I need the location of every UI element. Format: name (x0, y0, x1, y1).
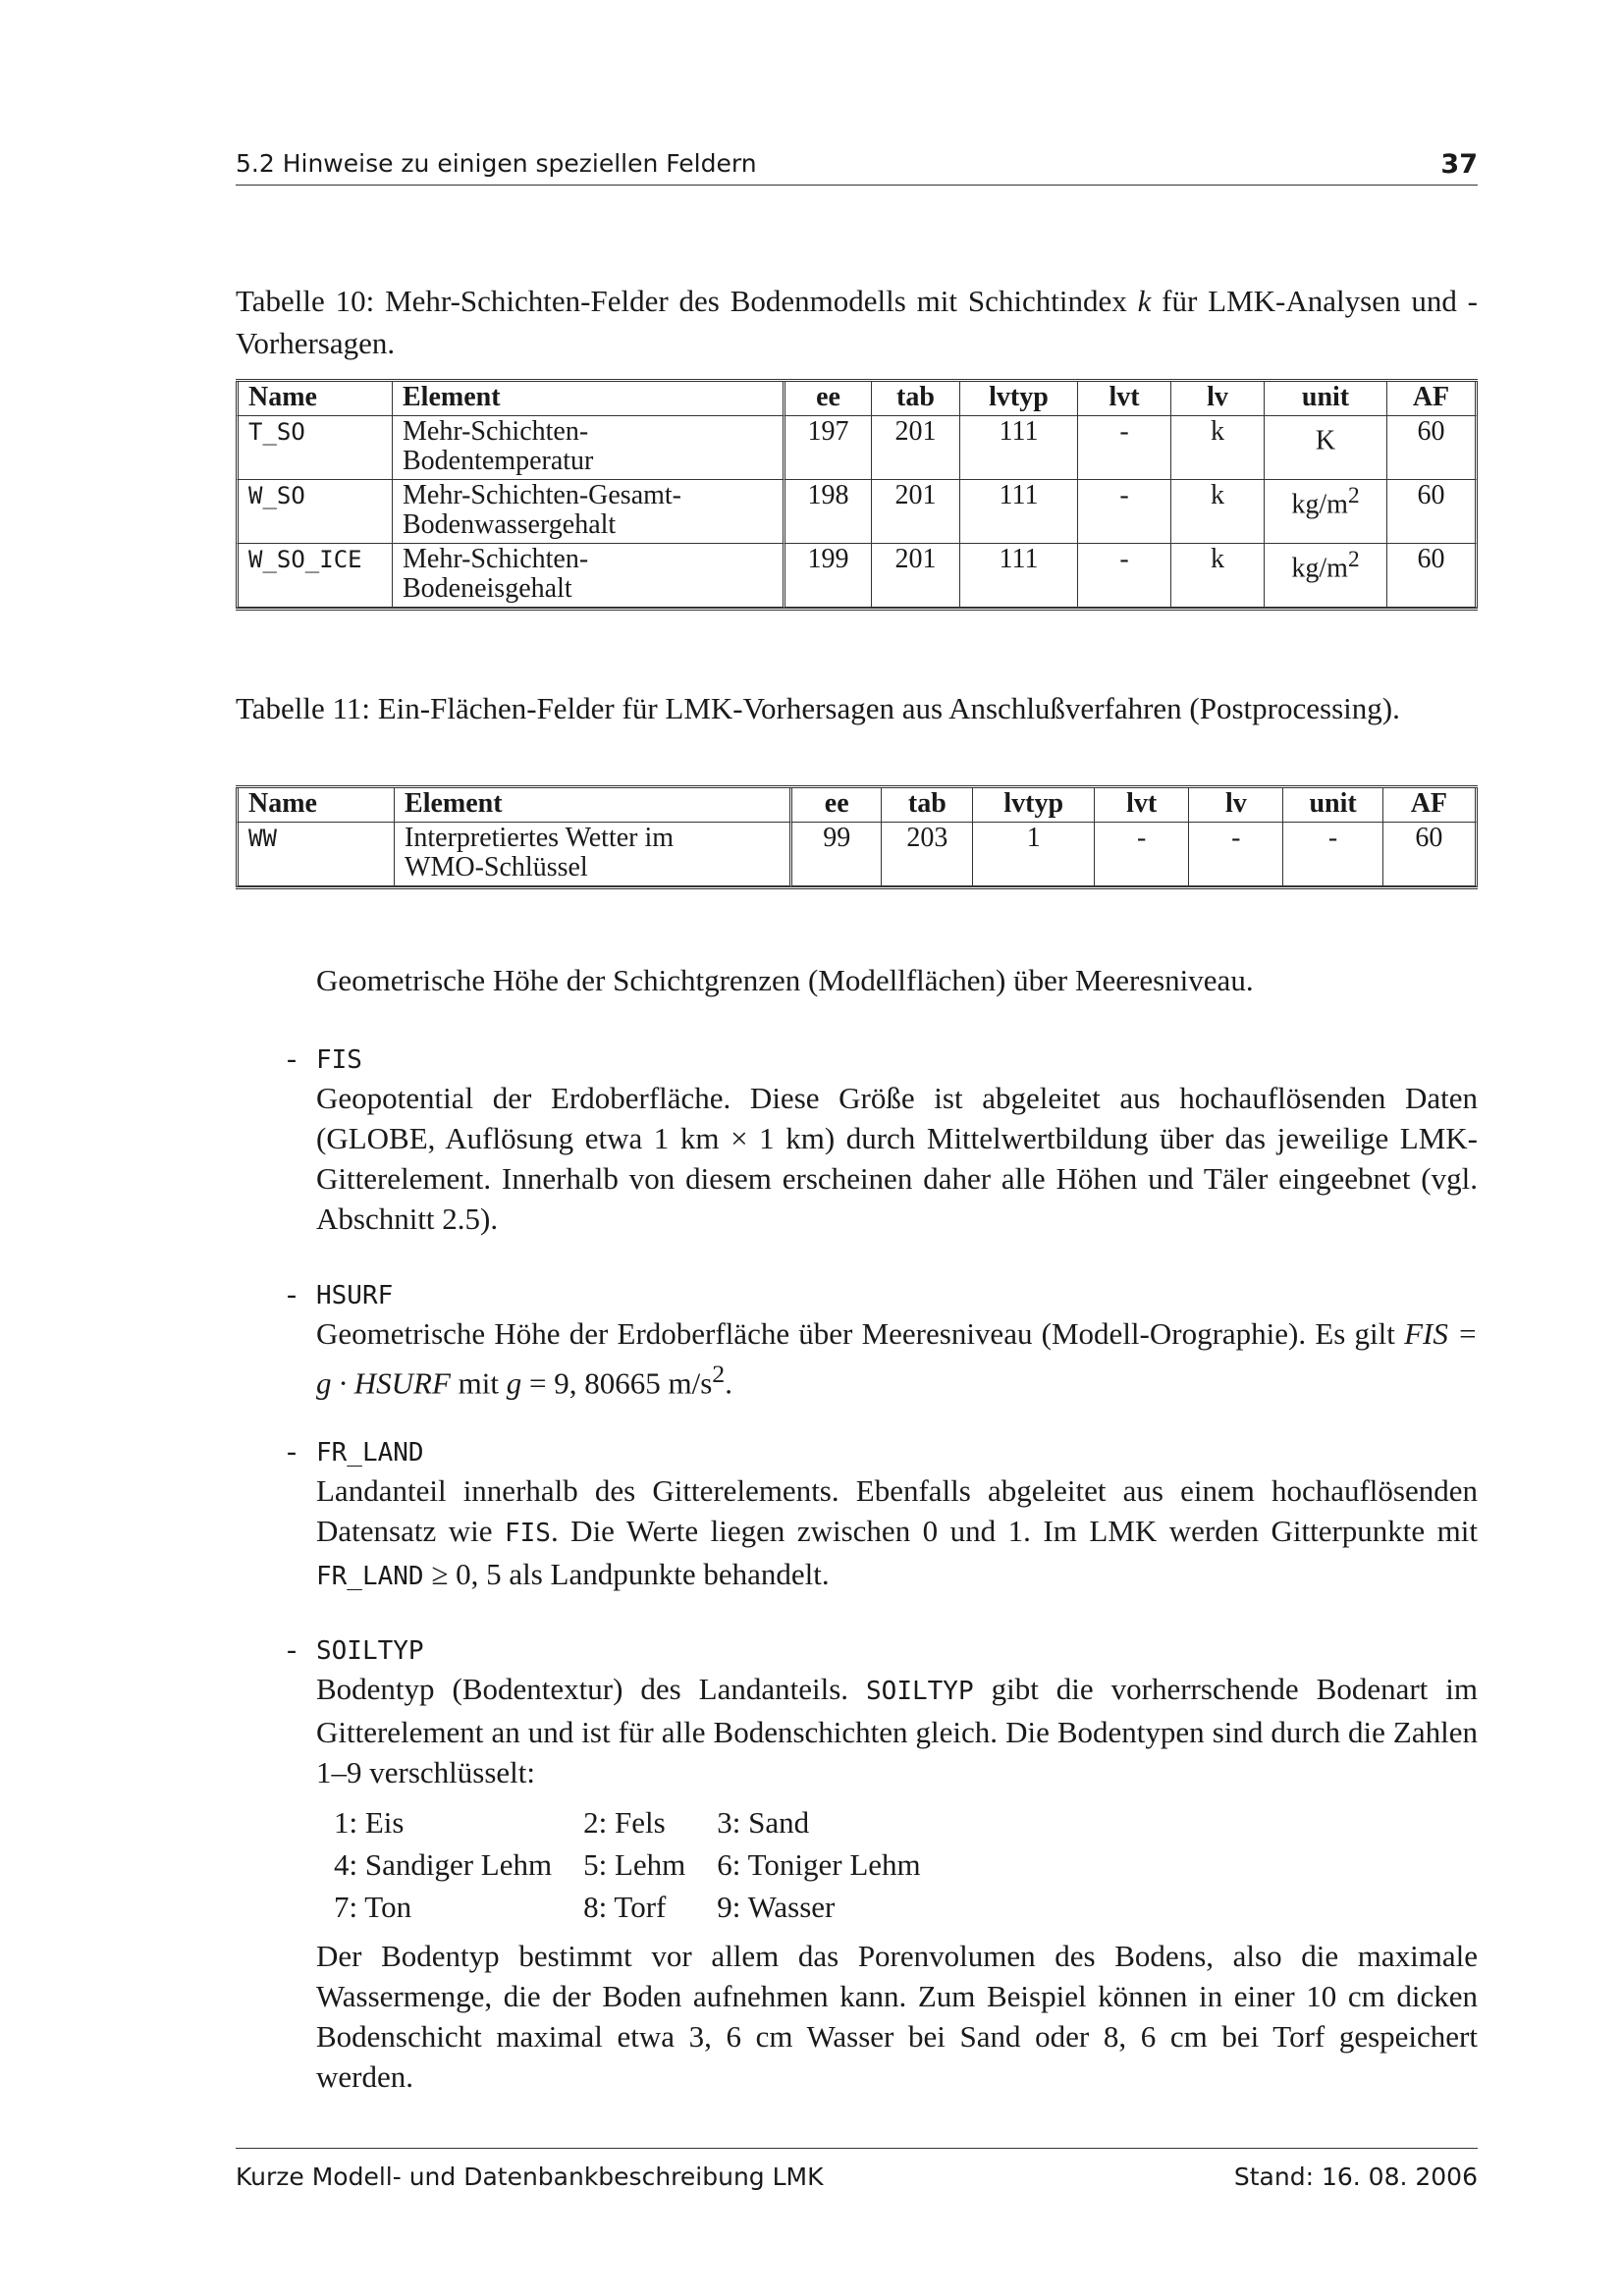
table-row: T_SO Mehr-Schichten- Bodentemperatur 197 201 111 - k K 60 (236, 416, 1478, 480)
table10-col-element: Element (393, 382, 785, 416)
footer-date: Stand: 16. 08. 2006 (1233, 2163, 1478, 2191)
soiltyp-description: Bodentyp (Bodentextur) des Landanteils. SOILTYP gibt die vorherrschende Bodenart im Gitterelement an und ist für alle Bodenschichten gleich. Die Bodentypen sind durch die Zahlen 1–9 verschlüsselt: (316, 1672, 1478, 1789)
table10 (236, 379, 1478, 611)
soiltyp-closing: Der Bodentyp bestimmt vor allem das Porenvolumen des Bodens, also die maximale Wassermenge, die der Boden aufnehmen kann. Zum Beispiel können in einer 10 cm dicken Bodenschicht maximal etwa 3, 6 cm Wasser bei Sand oder 8, 6 cm bei Torf gespeichert werden. (316, 1939, 1478, 2094)
frland-heading: - FR_LAND (287, 1435, 424, 1468)
table11-col-element: Element (395, 788, 792, 823)
hsurf-description: Geometrische Höhe der Erdoberfläche über Meeresniveau (Modell-Orographie). Es gilt FIS = g · HSURF mit g = 9, 80665 $m/s^2$. (316, 1316, 1478, 1401)
footer-title: Kurze Modell- und Datenbankbeschreibung LMK (236, 2163, 824, 2191)
table11-col-unit: unit (1283, 788, 1382, 823)
page-footer (236, 2148, 1478, 2191)
table11-col-tab: tab (882, 788, 973, 823)
table-row: W_SO_ICE Mehr-Schichten- Bodeneisgehalt 199 201 111 - k $kg/m^2$ 60 (236, 544, 1478, 608)
table10-header-row (236, 382, 1478, 416)
table11-col-lvt: lvt (1095, 788, 1189, 823)
soil-type-list (332, 1800, 952, 1929)
section-title: 5.2 Hinweise zu einigen speziellen Feldern (236, 149, 757, 178)
table11-col-af: AF (1383, 788, 1478, 823)
table10-caption: Tabelle 10: Mehr-Schichten-Felder des Bodenmodells mit Schichtindex k für LMK-Analysen und -Vorhersagen. (236, 284, 1478, 360)
table10-col-af: AF (1387, 382, 1478, 416)
table11-col-lvtyp: lvtyp (973, 788, 1095, 823)
table10-col-ee: ee (785, 382, 872, 416)
table-row: W_SO Mehr-Schichten-Gesamt- Bodenwassergehalt 198 201 111 - k $kg/m^2$ 60 (236, 480, 1478, 544)
table11-col-lv: lv (1189, 788, 1283, 823)
table-row: WW Interpretiertes Wetter im WMO-Schlüssel 99 203 1 - - - 60 (236, 823, 1478, 886)
frland-description: Landanteil innerhalb des Gitterelements. Ebenfalls abgeleitet aus einem hochauflösenden Datensatz wie FIS. Die Werte liegen zwischen 0 und 1. Im LMK werden Gitterpunkte mit FR_LAND ≥ 0, 5 als Landpunkte behandelt. (316, 1473, 1478, 1591)
hsurf-heading: - HSURF (287, 1278, 394, 1310)
list-item: 1: Eis 2: Fels 3: Sand (334, 1805, 810, 1840)
table11-col-name: Name (236, 788, 395, 823)
table10-col-lv: lv (1171, 382, 1265, 416)
list-item: 7: Ton 8: Torf 9: Wasser (334, 1890, 836, 1924)
intro-text: Geometrische Höhe der Schichtgrenzen (Modellflächen) über Meeresniveau. (316, 963, 1254, 997)
table10-col-unit: unit (1265, 382, 1387, 416)
table11-caption: Tabelle 11: Ein-Flächen-Felder für LMK-Vorhersagen aus Anschlußverfahren (Postprocessing). (236, 691, 1400, 725)
table11-header-row (236, 788, 1478, 823)
table11 (236, 785, 1478, 889)
fis-description: Geopotential der Erdoberfläche. Diese Größe ist abgeleitet aus hochauflösenden Daten (GLOBE, Auflösung etwa 1 km × 1 km) durch Mittelwertbildung über das jeweilige LMK-Gitterelement. Innerhalb von diesem erscheinen daher alle Höhen und Täler eingeebnet (vgl. Abschnitt 2.5). (316, 1081, 1478, 1236)
table10-col-tab: tab (872, 382, 960, 416)
table11-col-ee: ee (792, 788, 882, 823)
table10-col-lvtyp: lvtyp (960, 382, 1078, 416)
soiltyp-heading: - SOILTYP (287, 1633, 424, 1666)
table10-col-lvt: lvt (1078, 382, 1171, 416)
page-header (236, 149, 1478, 186)
page-number: 37 (1440, 149, 1478, 180)
fis-heading: - FIS (287, 1042, 362, 1075)
list-item: 4: Sandiger Lehm 5: Lehm 6: Toniger Lehm (334, 1847, 921, 1882)
table10-col-name: Name (236, 382, 393, 416)
